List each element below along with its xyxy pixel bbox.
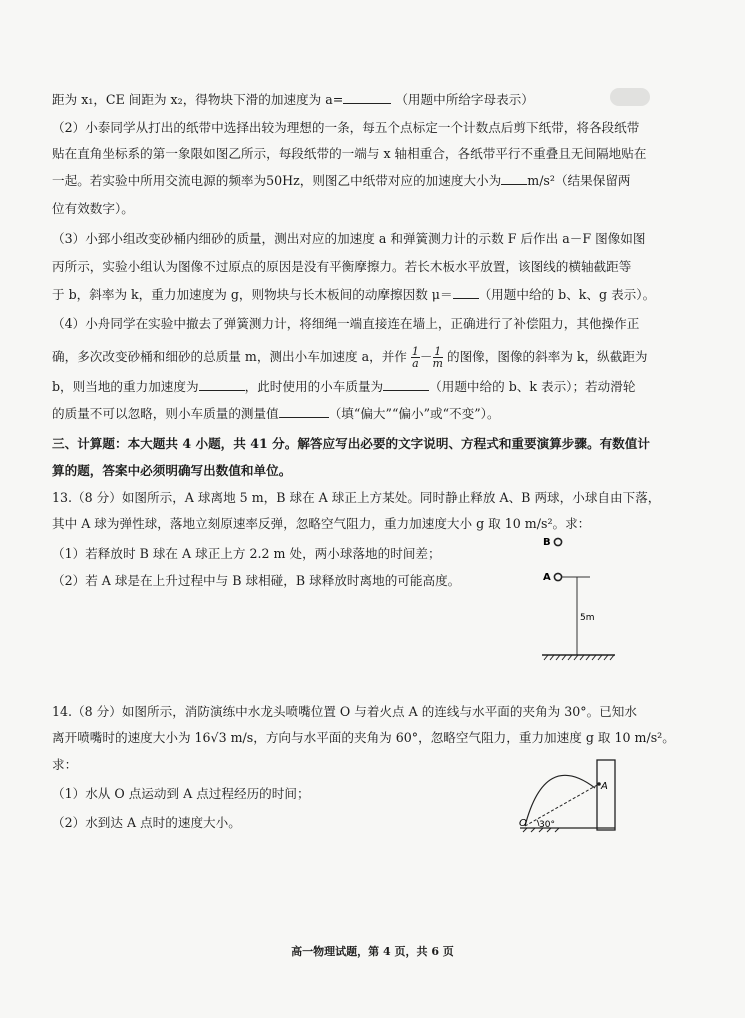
q13-part-2: （2）若 A 球是在上升过程中与 B 球相碰，B 球释放时离地的可能高度。 (52, 573, 461, 588)
building (597, 760, 615, 830)
q12-part2-line-1: （2）小泰同学从打出的纸带中选择出较为理想的一条，每五个点标定一个计数点后剪下纸带，将各段纸带 (52, 120, 640, 135)
fraction-one-over-a: $\frac{1}{a}$ (411, 345, 419, 370)
ball-a (554, 573, 561, 580)
point-o-label: O (519, 818, 527, 829)
q12-part2-line-3: 一起。若实验中所用交流电源的频率为50Hz，则图乙中纸带对应的加速度大小为 m/s²（结果保留两 (52, 173, 631, 188)
q12-part4-line-4: 的质量不可以忽略，则小车质量的测量值 （填“偏大”“偏小”或“不变”）。 (52, 406, 500, 421)
q13-line-1: 13.（8 分）如图所示，A 球离地 5 m，B 球在 A 球正上方某处。同时静止释放 A、B 两球，小球自由下落， (52, 490, 661, 505)
answer-blank-tape-acceleration[interactable] (501, 173, 527, 185)
q12-part2-line-2: 贴在直角坐标系的第一象限如图乙所示，每段纸带的一端与 x 轴相重合，各纸带平行不重叠且无间隔地贴在 (52, 146, 647, 161)
answer-blank-acceleration[interactable] (343, 92, 391, 104)
q12-part4-line-3: b，则当地的重力加速度为 ，此时使用的小车质量为 （用题中给的 b、k 表示）；若动滑轮 (52, 379, 636, 394)
q12-part3-line-2: 丙所示，实验小组认为图像不过原点的原因是没有平衡摩擦力。若长木板水平放置，该图线的横轴截距等 (52, 259, 632, 274)
q14-line-2: 离开喷嘴时的速度大小为 16√3 m/s，方向与水平面的夹角为 60°，忽略空气阻力，重力加速度 g 取 10 m/s²。 (52, 730, 675, 745)
angle-label: 30° (539, 820, 555, 830)
q14-line-1: 14.（8 分）如图所示，消防演练中水龙头喷嘴位置 O 与着火点 A 的连线与水平面的夹角为 30°。已知水 (52, 704, 637, 719)
q12-line-1: 距为 x₁，CE 间距为 x₂，得物块下滑的加速度为 a= （用题中所给字母表示） (52, 92, 534, 107)
q14-figure (515, 760, 635, 835)
ball-b-label: B (543, 537, 551, 548)
q12-part3-line-1: （3）小郅小组改变砂桶内细砂的质量，测出对应的加速度 a 和弹簧测力计的示数 F 后作出 a－F 图像如图 (52, 231, 646, 246)
q12-part2-line-4: 位有效数字）。 (52, 201, 134, 216)
q14-part-2: （2）水到达 A 点时的速度大小。 (52, 815, 241, 830)
q13-part-1: （1）若释放时 B 球在 A 球正上方 2.2 m 处，两小球落地的时间差； (52, 546, 441, 561)
answer-blank-friction-coefficient[interactable] (453, 287, 479, 299)
water-trajectory (525, 775, 595, 826)
answer-blank-measurement-bias[interactable] (279, 406, 329, 418)
q12-part3-line-3: 于 b，斜率为 k，重力加速度为 g，则物块与长木板间的动摩擦因数 μ＝ （用题中给的 b、k、g 表示）。 (52, 287, 656, 302)
section-3-heading-line-2: 算的题，答案中必须明确写出数值和单位。 (52, 463, 292, 478)
height-label: 5m (580, 613, 595, 623)
ball-a-label: A (543, 572, 551, 583)
fraction-one-over-m: $\frac{1}{m}$ (432, 345, 443, 370)
q13-line-2: 其中 A 球为弹性球，落地立刻原速率反弹，忽略空气阻力，重力加速度大小 g 取 10 m/s²。求： (52, 516, 591, 531)
line-o-to-a (525, 784, 599, 826)
q12-part4-line-1: （4）小舟同学在实验中撤去了弹簧测力计，将细绳一端直接连在墙上，正确进行了补偿阻力，其他操作正 (52, 316, 640, 331)
ball-b (554, 538, 561, 545)
q14-part-1: （1）水从 O 点运动到 A 点过程经历的时间； (52, 786, 310, 801)
q13-figure (520, 530, 630, 670)
answer-blank-car-mass[interactable] (383, 379, 429, 391)
section-3-heading-line-1: 三、计算题：本大题共 4 小题，共 41 分。解答应写出必要的文字说明、方程式和重要演算步骤。有数值计 (52, 436, 650, 451)
point-a-label: A (601, 781, 608, 792)
page-footer: 高一物理试题，第 4 页，共 6 页 (291, 945, 454, 958)
q14-line-3: 求： (52, 757, 78, 772)
answer-blank-gravity[interactable] (199, 379, 245, 391)
q12-part4-line-2: 确，多次改变砂桶和细砂的总质量 m，测出小车加速度 a，并作 $\frac{1}{a}$ － $\frac{1}{m}$ 的图像，图像的斜率为 k，纵截距为 (52, 345, 648, 370)
